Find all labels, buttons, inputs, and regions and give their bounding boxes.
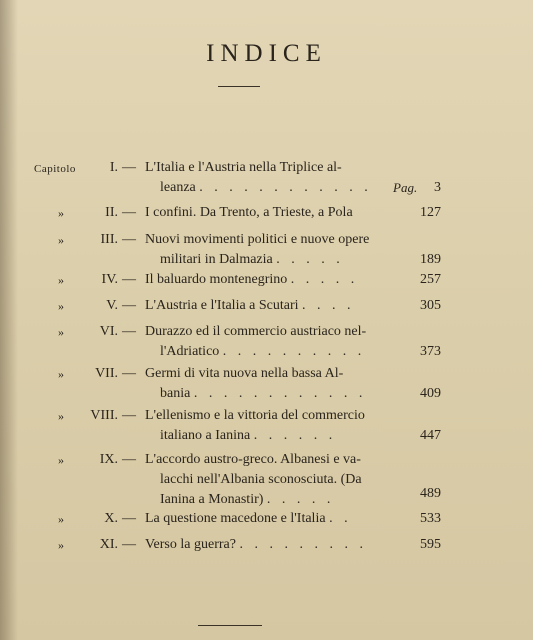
entry-title-line: I confini. Da Trento, a Trieste, a Pola [145, 205, 353, 220]
continuation-mark: » [58, 453, 64, 467]
page-number: 305 [420, 298, 441, 313]
page-title: INDICE [206, 40, 327, 67]
page-number: 533 [420, 511, 441, 526]
page-number: 257 [420, 272, 441, 287]
entry-title-line: L'Italia e l'Austria nella Triplice al- [145, 160, 342, 175]
continuation-mark: » [58, 367, 64, 381]
entry-title-line: lacchi nell'Albania sconosciuta. (Da [160, 472, 362, 487]
chapter-number: VI. [99, 324, 118, 339]
page-number: 3 [434, 180, 441, 195]
page-number: 595 [420, 537, 441, 552]
continuation-mark: » [58, 206, 64, 220]
entry-title-line: militari in Dalmazia . . . . . [160, 252, 344, 267]
continuation-mark: » [58, 325, 64, 339]
entry-title-line: L'ellenismo e la vittoria del commercio [145, 408, 365, 423]
page-number: 409 [420, 386, 441, 401]
entry-title-line: bania . . . . . . . . . . . . [160, 386, 367, 401]
entry-title-line: La questione macedone e l'Italia . . [145, 511, 352, 526]
chapter-label: Capitolo [34, 163, 76, 175]
page-label: Pag. [393, 180, 418, 195]
chapter-number: IX. [99, 452, 118, 467]
chapter-number: VII. [95, 366, 118, 381]
entry-title-line: italiano a Ianina . . . . . . [160, 428, 337, 443]
page-number: 373 [420, 344, 441, 359]
continuation-mark: » [58, 273, 64, 287]
entry-dash: — [122, 160, 136, 175]
entry-title-line: l'Adriatico . . . . . . . . . . [160, 344, 366, 359]
entry-title-line: Durazzo ed il commercio austriaco nel- [145, 324, 367, 339]
entry-dash: — [122, 408, 136, 423]
entry-dash: — [122, 272, 136, 287]
entry-title-line: Il baluardo montenegrino . . . . . [145, 272, 359, 287]
entry-title-line: L'Austria e l'Italia a Scutari . . . . [145, 298, 355, 313]
chapter-number: III. [100, 232, 118, 247]
gutter-shadow [0, 0, 18, 640]
entry-title-line: Ianina a Monastir) . . . . . [160, 492, 335, 507]
chapter-number: II. [105, 205, 118, 220]
footer-rule [198, 625, 262, 626]
page-number: 447 [420, 428, 441, 443]
page-number: 127 [420, 205, 441, 220]
entry-title-line: Nuovi movimenti politici e nuove opere [145, 232, 370, 247]
continuation-mark: » [58, 538, 64, 552]
chapter-number: X. [104, 511, 118, 526]
chapter-number: VIII. [90, 408, 118, 423]
entry-dash: — [122, 205, 136, 220]
entry-dash: — [122, 511, 136, 526]
entry-dash: — [122, 232, 136, 247]
entry-dash: — [122, 298, 136, 313]
page-number: 189 [420, 252, 441, 267]
entry-title-line: L'accordo austro-greco. Albanesi e va- [145, 452, 361, 467]
continuation-mark: » [58, 409, 64, 423]
chapter-number: XI. [99, 537, 118, 552]
title-rule [218, 86, 260, 87]
continuation-mark: » [58, 512, 64, 526]
chapter-number: V. [106, 298, 118, 313]
entry-dash: — [122, 324, 136, 339]
page-number: 489 [420, 486, 441, 501]
entry-title-line: leanza . . . . . . . . . . . . [160, 180, 372, 195]
entry-dash: — [122, 537, 136, 552]
entry-title-line: Verso la guerra? . . . . . . . . . [145, 537, 367, 552]
entry-dash: — [122, 452, 136, 467]
chapter-number: IV. [101, 272, 118, 287]
continuation-mark: » [58, 299, 64, 313]
entry-title-line: Germi di vita nuova nella bassa Al- [145, 366, 344, 381]
chapter-number: I. [109, 160, 118, 175]
continuation-mark: » [58, 233, 64, 247]
entry-dash: — [122, 366, 136, 381]
